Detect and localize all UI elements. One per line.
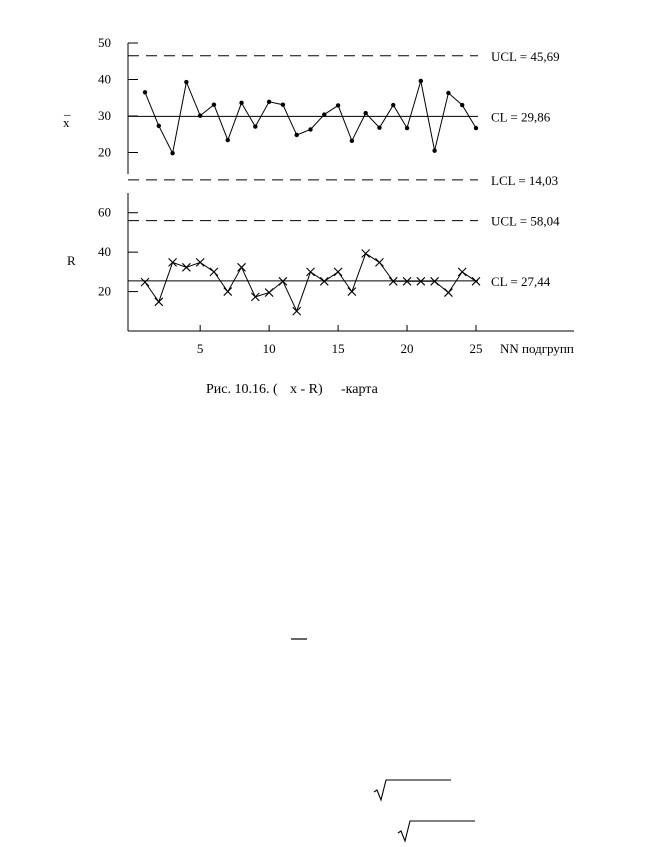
r-point-5 — [196, 258, 204, 266]
overline-fragment — [290, 637, 310, 641]
x-point-24 — [460, 103, 464, 107]
square-root-fragment-2 — [397, 819, 477, 843]
x-point-9 — [253, 124, 257, 128]
x-point-16 — [350, 139, 354, 143]
r-x-tick-label-20: 20 — [400, 341, 414, 356]
x-point-14 — [322, 112, 326, 116]
x-y-tick-label-50: 50 — [98, 35, 111, 50]
r-x-tick-label-15: 15 — [331, 341, 345, 356]
r-point-18 — [375, 258, 383, 266]
r-x-tick-label-10: 10 — [262, 341, 276, 356]
x-cl-label: CL = 29,86 — [491, 109, 551, 125]
x-point-17 — [363, 111, 367, 115]
x-point-3 — [170, 151, 174, 155]
x-bar-chart-panel — [63, 35, 560, 188]
r-point-12 — [293, 307, 301, 315]
x-point-1 — [143, 90, 147, 94]
x-ucl-label: UCL = 45,69 — [491, 48, 560, 64]
x-series-line — [145, 81, 476, 153]
x-y-tick-label-30: 30 — [98, 108, 111, 123]
square-root-fragment-1 — [373, 778, 453, 802]
r-chart-panel — [67, 193, 574, 356]
r-point-16 — [348, 288, 356, 296]
x-y-axis-label: x — [63, 115, 70, 130]
caption-prefix: Рис. 10.16. ( — [206, 382, 278, 397]
caption-formula: x - R) — [290, 382, 323, 397]
x-point-25 — [474, 126, 478, 130]
x-y-tick-label-40: 40 — [98, 71, 111, 87]
r-x-tick-label-5: 5 — [196, 341, 204, 356]
x-point-6 — [212, 102, 216, 106]
r-ucl-label: UCL = 58,04 — [491, 213, 560, 229]
r-y-tick-label-20: 20 — [98, 283, 111, 299]
x-point-13 — [308, 127, 312, 131]
x-lcl-label: LCL = 14,03 — [491, 172, 559, 188]
x-point-4 — [184, 80, 188, 84]
x-point-2 — [157, 124, 161, 128]
x-point-22 — [432, 148, 436, 152]
r-y-axis-label: R — [67, 253, 76, 268]
x-y-axis-label-bar: _ — [64, 102, 71, 117]
r-y-tick-label-60: 60 — [98, 204, 111, 220]
x-point-12 — [295, 133, 299, 137]
x-point-19 — [391, 103, 395, 107]
x-point-5 — [198, 113, 202, 117]
x-point-18 — [377, 125, 381, 129]
r-point-24 — [458, 268, 466, 276]
x-point-8 — [239, 101, 243, 105]
r-point-23 — [444, 289, 452, 297]
x-point-11 — [281, 102, 285, 106]
x-point-23 — [446, 91, 450, 95]
r-point-10 — [265, 289, 273, 297]
r-x-axis-label: NN подгрупп — [500, 341, 574, 356]
x-point-7 — [226, 138, 230, 142]
r-y-tick-label-40: 40 — [98, 244, 111, 260]
x-point-21 — [419, 79, 423, 83]
r-point-15 — [334, 268, 342, 276]
r-point-6 — [210, 268, 218, 276]
r-point-7 — [224, 288, 232, 296]
xr-control-chart — [0, 0, 646, 400]
r-x-tick-label-25: 25 — [469, 341, 483, 356]
r-point-3 — [169, 258, 177, 266]
x-point-20 — [405, 126, 409, 130]
r-point-2 — [155, 298, 163, 306]
r-point-1 — [141, 278, 149, 286]
x-point-10 — [267, 100, 271, 104]
x-y-tick-label-20: 20 — [98, 144, 111, 160]
r-point-4 — [182, 263, 190, 271]
r-point-13 — [307, 268, 315, 276]
r-point-17 — [362, 250, 370, 258]
r-point-9 — [251, 293, 259, 301]
caption-suffix: -карта — [341, 382, 378, 397]
r-cl-label: CL = 27,44 — [491, 273, 551, 289]
r-point-8 — [238, 263, 246, 271]
x-point-15 — [336, 103, 340, 107]
r-series-line — [145, 254, 476, 312]
